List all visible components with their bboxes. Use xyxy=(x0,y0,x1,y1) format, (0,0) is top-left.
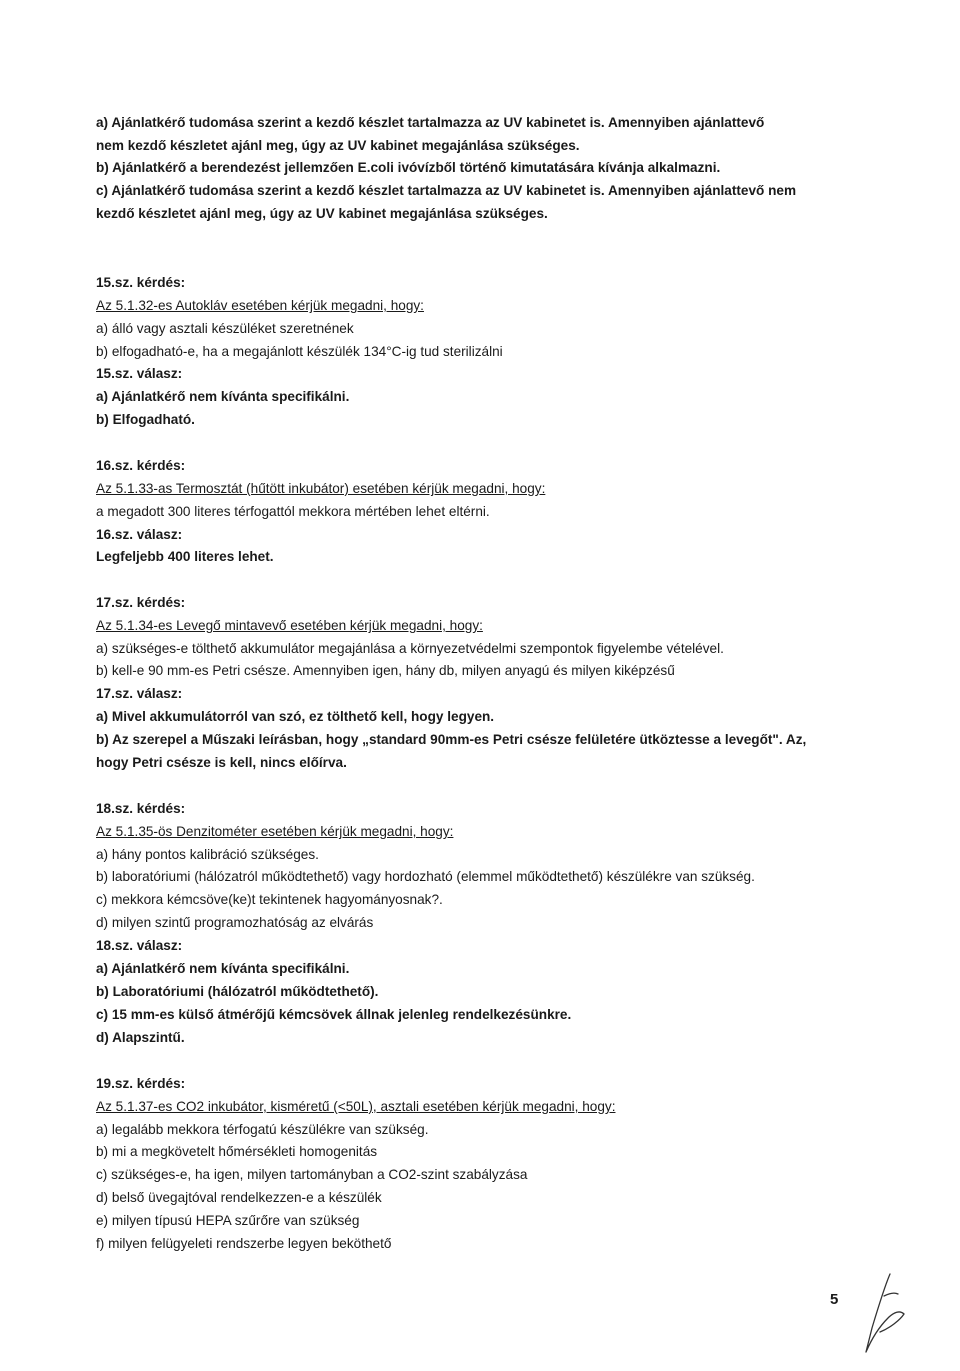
question-heading: 16.sz. kérdés: xyxy=(96,458,186,473)
answer-item: Legfeljebb 400 literes lehet. xyxy=(96,549,274,564)
question-heading: 15.sz. kérdés: xyxy=(96,275,186,290)
question-item: f) milyen felügyeleti rendszerbe legyen beköthető xyxy=(96,1236,392,1251)
answer-heading: 15.sz. válasz: xyxy=(96,366,183,381)
answer-heading: 16.sz. válasz: xyxy=(96,527,183,542)
intro-line: b) Ajánlatkérő a berendezést jellemzően E.coli ivóvízből történő kimutatására kívánja alkalmazni. xyxy=(96,160,721,175)
question-item: d) milyen szintű programozhatóság az elvárás xyxy=(96,915,374,930)
question-item: c) mekkora kémcsöve(ke)t tekintenek hagyományosnak?. xyxy=(96,892,443,907)
question-heading: 17.sz. kérdés: xyxy=(96,595,186,610)
answer-item: c) 15 mm-es külső átmérőjű kémcsövek állnak jelenleg rendelkezésünkre. xyxy=(96,1007,572,1022)
intro-line: kezdő készletet ajánl meg, úgy az UV kabinet megajánlása szükséges. xyxy=(96,206,548,221)
answer-heading: 18.sz. válasz: xyxy=(96,938,183,953)
answer-item: a) Ajánlatkérő nem kívánta specifikálni. xyxy=(96,961,350,976)
answer-item: b) Laboratóriumi (hálózatról működtethető). xyxy=(96,984,379,999)
question-subject: Az 5.1.37-es CO2 inkubátor, kisméretű (<50L), asztali esetében kérjük megadni, hogy: xyxy=(96,1099,616,1114)
question-item: b) elfogadható-e, ha a megajánlott készülék 134°C-ig tud sterilizálni xyxy=(96,344,503,359)
answer-heading: 17.sz. válasz: xyxy=(96,686,183,701)
question-item: d) belső üvegajtóval rendelkezzen-e a készülék xyxy=(96,1190,382,1205)
answer-item: d) Alapszintű. xyxy=(96,1030,185,1045)
question-heading: 19.sz. kérdés: xyxy=(96,1076,186,1091)
question-item: a megadott 300 literes térfogattól mekkora mértében lehet eltérni. xyxy=(96,504,490,519)
answer-item: a) Mivel akkumulátorról van szó, ez tölthető kell, hogy legyen. xyxy=(96,709,495,724)
question-heading: 18.sz. kérdés: xyxy=(96,801,186,816)
question-item: b) mi a megkövetelt hőmérsékleti homogenitás xyxy=(96,1144,378,1159)
question-subject: Az 5.1.35-ös Denzitométer esetében kérjük megadni, hogy: xyxy=(96,824,454,839)
signature-mark xyxy=(850,1268,910,1358)
question-item: b) laboratóriumi (hálózatról működtethető) vagy hordozható (elemmel működtethető) készülékre van szükség. xyxy=(96,869,755,884)
answer-item: a) Ajánlatkérő nem kívánta specifikálni. xyxy=(96,389,350,404)
question-subject: Az 5.1.33-as Termosztát (hűtött inkubátor) esetében kérjük megadni, hogy: xyxy=(96,481,546,496)
intro-line: nem kezdő készletet ajánl meg, úgy az UV kabinet megajánlása szükséges. xyxy=(96,138,580,153)
answer-item: b) Az szerepel a Műszaki leírásban, hogy „standard 90mm-es Petri csésze felületére ütköztesse a levegőt". Az, xyxy=(96,732,807,747)
question-subject: Az 5.1.32-es Autokláv esetében kérjük megadni, hogy: xyxy=(96,298,424,313)
question-item: a) szükséges-e tölthető akkumulátor megajánlása a környezetvédelmi szempontok figyelembe vételével. xyxy=(96,641,724,656)
question-item: a) hány pontos kalibráció szükséges. xyxy=(96,847,319,862)
question-item: a) legalább mekkora térfogatú készülékre van szükség. xyxy=(96,1122,429,1137)
intro-line: c) Ajánlatkérő tudomása szerint a kezdő készlet tartalmazza az UV kabinetet is. Amennyiben ajánlattevő nem xyxy=(96,183,797,198)
intro-line: a) Ajánlatkérő tudomása szerint a kezdő készlet tartalmazza az UV kabinetet is. Amennyiben ajánlattevő xyxy=(96,115,765,130)
question-item: b) kell-e 90 mm-es Petri csésze. Amennyiben igen, hány db, milyen anyagú és milyen kiképzésű xyxy=(96,663,675,678)
page-number: 5 xyxy=(830,1291,839,1308)
question-item: c) szükséges-e, ha igen, milyen tartományban a CO2-szint szabályzása xyxy=(96,1167,528,1182)
question-item: a) álló vagy asztali készüléket szeretnének xyxy=(96,321,354,336)
question-item: e) milyen típusú HEPA szűrőre van szükség xyxy=(96,1213,360,1228)
question-subject: Az 5.1.34-es Levegő mintavevő esetében kérjük megadni, hogy: xyxy=(96,618,483,633)
answer-item: hogy Petri csésze is kell, nincs előírva. xyxy=(96,755,347,770)
answer-item: b) Elfogadható. xyxy=(96,412,195,427)
